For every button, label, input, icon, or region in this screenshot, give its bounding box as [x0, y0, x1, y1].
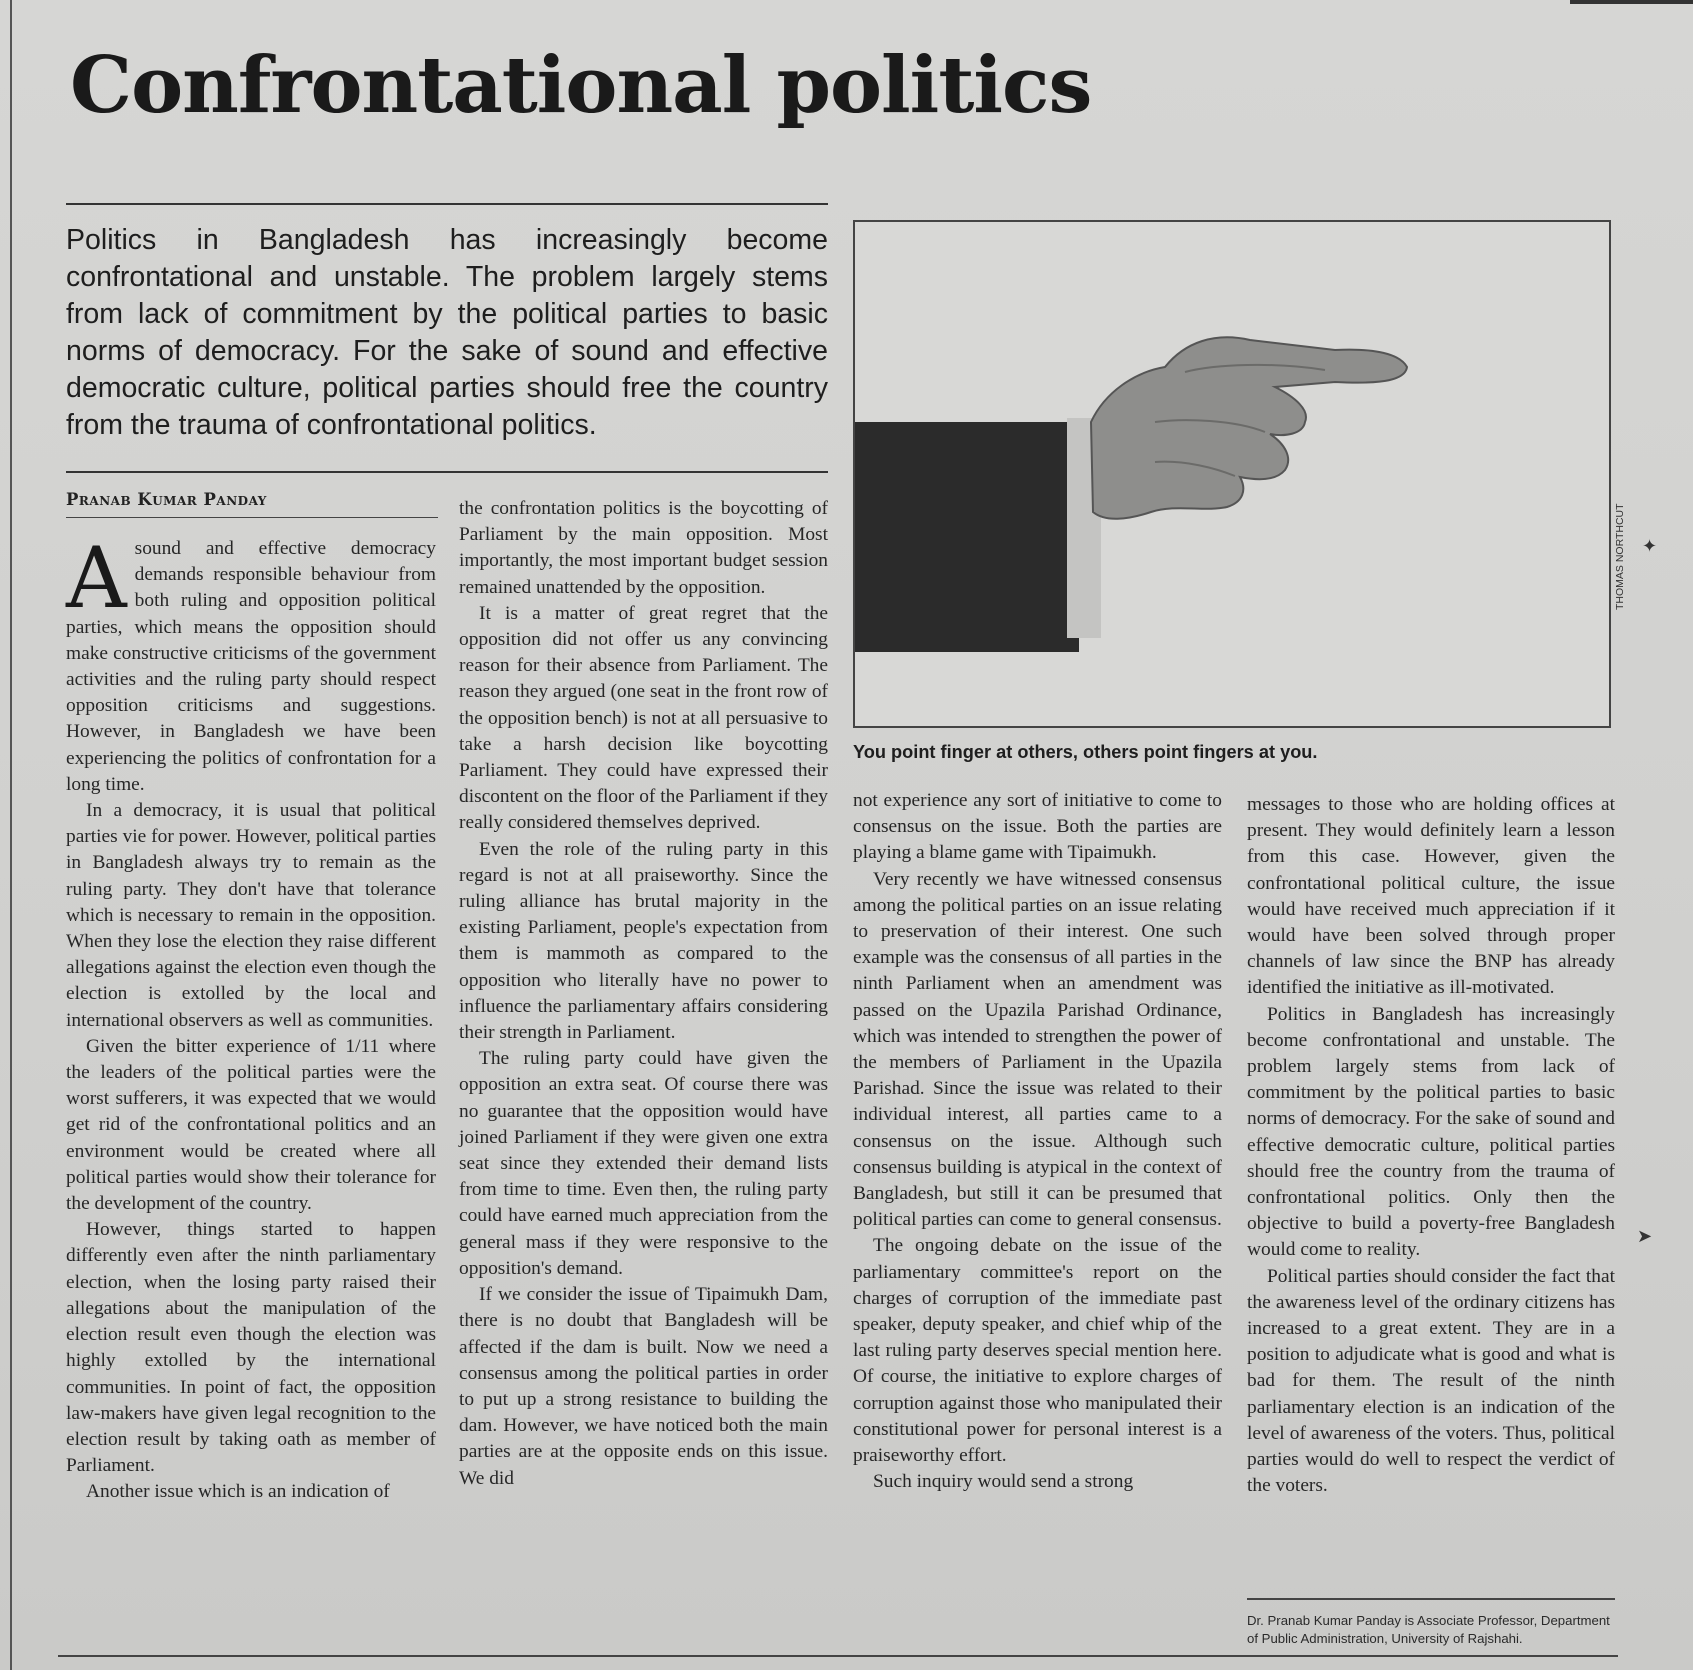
bio-rule — [1247, 1598, 1615, 1600]
photo-credit: THOMAS NORTHCUT — [1614, 503, 1626, 610]
paragraph: Given the bitter experience of 1/11 where the leaders of the political parties were the worst sufferers, it was expected that we would get rid of the confrontational politics and an environment would be created where all political parties would show their tolerance for the development of the country. — [66, 1035, 436, 1215]
author-bio: Dr. Pranab Kumar Panday is Associate Professor, Department of Public Administration, University of Rajshahi. — [1247, 1613, 1610, 1646]
paragraph: Even the role of the ruling party in this regard is not at all praiseworthy. Since the ruling alliance has brutal majority in the existing Parliament, people's expectation from them is mammoth as compared to the opposition who literally have no power to influence the parliamentary affairs considering their strength in Parliament. — [459, 838, 828, 1044]
paragraph: If we consider the issue of Tipaimukh Dam, there is no doubt that Bangladesh will be affected if the dam is built. Now we need a consensus among the political parties in order to put up a strong resistance to building the dam. However, we have noticed both the main parties are at the opposite ends on this issue. We did — [459, 1284, 828, 1489]
deck-top-rule — [66, 203, 828, 205]
paragraph: messages to those who are holding offices at present. They would definitely learn a lesson from this case. However, given the confrontational political culture, the issue would have received much appreciation if it would have been solved through proper channels of law since the BNP has already identified the initiative as ill-motivated. — [1247, 794, 1615, 999]
deck-bottom-rule — [66, 471, 828, 473]
article-column-3 — [853, 788, 1222, 1495]
article-column-4 — [1247, 792, 1615, 1499]
paragraph-text: sound and effective democracy demands responsible behaviour from both ruling and opposition political parties, which means the opposition should make constructive criticisms of the government activities and the ruling party should respect opposition criticisms and suggestions. However, in Bangladesh we have been experiencing the politics of confrontation for a long time. — [66, 538, 436, 795]
paragraph: Very recently we have witnessed consensus among the political parties on an issue relating to preservation of their interest. One such example was the consensus of all parties in the ninth Parliament when an amendment was passed on the Upazila Parishad Ordinance, which was intended to strengthen the power of the members of Parliament in the Upazila Parishad. Since the issue was related to their individual interest, all parties came to a consensus on the issue. Although such consensus building is atypical in the context of Bangladesh, but still it can be presumed that political parties can come to general consensus. — [853, 868, 1222, 1231]
paragraph: Another issue which is an indication of — [86, 1481, 390, 1503]
paragraph: In a democracy, it is usual that political parties vie for power. However, political parties in Bangladesh always try to remain as the ruling party. They don't have that tolerance which is necessary to remain in the opposition. When they lose the election they raise different allegations against the election even though the election is extolled by the local and international observers as well as communities. — [66, 800, 436, 1031]
lead-paragraph — [66, 529, 436, 798]
paragraph: Such inquiry would send a strong — [873, 1471, 1134, 1493]
deck: Politics in Bangladesh has increasingly become confrontational and unstable. The problem largely stems from lack of commitment by the political parties to basic norms of democracy. For the sake of sound and effective democratic culture, political parties should free the country from the trauma of confrontational politics. — [66, 224, 828, 441]
paragraph: However, things started to happen differently even after the ninth parliamentary election, when the losing party raised their allegations about the manipulation of the election result even though the election was highly extolled by the international communities. In point of fact, the opposition law-makers have given legal recognition to the election result by taking oath as member of Parliament. — [66, 1219, 436, 1477]
pin-mark-icon: ➤ — [1637, 1226, 1653, 1247]
headline: Confrontational politics — [70, 40, 1092, 131]
paragraph: Politics in Bangladesh has increasingly become confrontational and unstable. The problem largely stems from lack of commitment by the political parties to basic norms of democracy. For the sake of sound and effective democratic culture, political parties should free the country from the trauma of confrontational politics. Only then the objective to build a poverty-free Bangladesh would come to reality. — [1247, 1003, 1615, 1261]
pointing-hand-illustration — [855, 222, 1609, 726]
article-column-1 — [66, 529, 436, 1506]
article-column-2 — [459, 496, 828, 1492]
photo-pointing-hand — [853, 220, 1611, 728]
paragraph: not experience any sort of initiative to come to consensus on the issue. Both the parties are playing a blame game with Tipaimukh. — [853, 790, 1222, 864]
bottom-rule — [58, 1655, 1618, 1657]
pin-mark-icon: ✦ — [1642, 536, 1658, 557]
photo-caption: You point finger at others, others point fingers at you. — [853, 742, 1318, 762]
paragraph: the confrontation politics is the boycotting of Parliament by the main opposition. Most importantly, the most important budget session remained unattended by the opposition. — [459, 498, 828, 598]
paragraph: The ruling party could have given the opposition an extra seat. Of course there was no guarantee that the opposition would have joined Parliament if they were given one extra seat since they extended their demand lists from time to time. Even then, the ruling party could have earned much appreciation from the general mass if they were responsive to the opposition's demand. — [459, 1048, 828, 1279]
page-edge — [10, 0, 12, 1670]
paragraph: The ongoing debate on the issue of the parliamentary committee's report on the charges of corruption of the immediate past speaker, deputy speaker, and chief whip of the last ruling party deserves special mention here. Of course, the initiative to explore charges of corruption against those who manipulated their constitutional power for personal interest is a praiseworthy effort. — [853, 1235, 1222, 1467]
paragraph: Political parties should consider the fact that the awareness level of the ordinary citizens has increased to a great extent. They are in a position to adjudicate what is good and what is bad for them. The result of the ninth parliamentary election is an indication of the level of awareness of the voters. Thus, political parties would do well to respect the verdict of the voters. — [1247, 1265, 1615, 1497]
drop-cap: A — [66, 529, 127, 627]
paragraph: It is a matter of great regret that the opposition did not offer us any convincing reason for their absence from Parliament. The reason they argued (one seat in the front row of the opposition bench) is not at all persuasive to take a harsh decision like boycotting Parliament. They could have expressed their discontent on the floor of the Parliament if they really considered themselves deprived. — [459, 602, 828, 834]
byline: Pranab Kumar Panday — [66, 490, 438, 518]
page-edge-top — [1570, 0, 1693, 4]
